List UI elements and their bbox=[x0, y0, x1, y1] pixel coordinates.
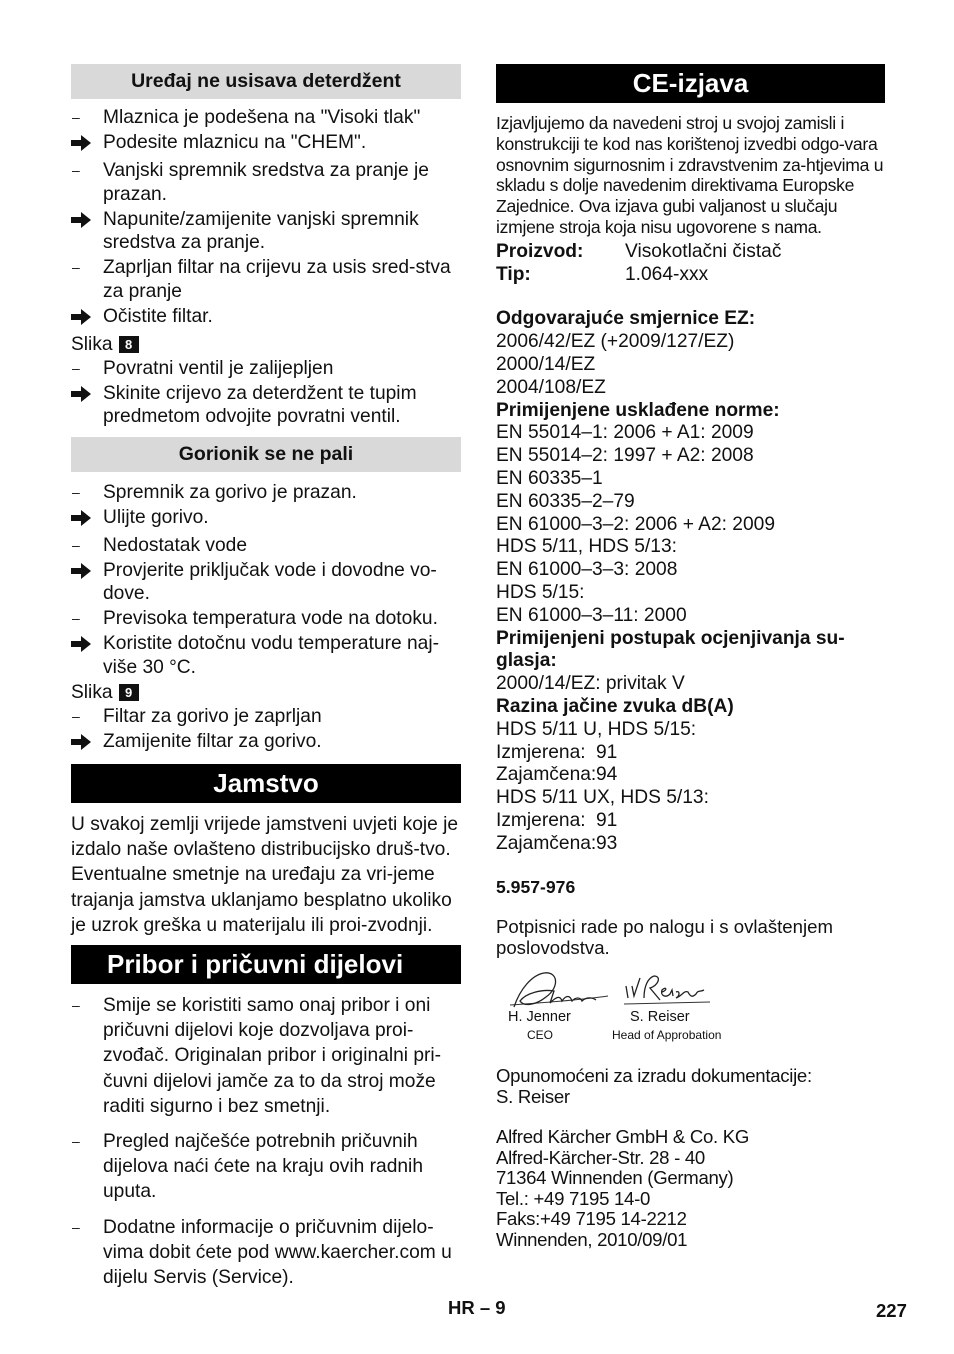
signer-2-name: S. Reiser bbox=[630, 1009, 690, 1026]
g1-guaranteed-value: 94 bbox=[596, 764, 618, 786]
product-row bbox=[496, 241, 885, 264]
dash-bullet-icon: – bbox=[72, 483, 80, 500]
figure-reference-9 bbox=[71, 681, 461, 704]
procedure-heading-line1: Primijenjeni postupak ocjenjivanja su- bbox=[496, 627, 845, 649]
dash-bullet-icon: – bbox=[72, 162, 80, 178]
address-line: 71364 Winnenden (Germany) bbox=[496, 1167, 734, 1189]
figure-label: Slika bbox=[71, 681, 113, 703]
cause-item bbox=[71, 256, 461, 303]
item-text: Nedostatak vode bbox=[103, 534, 247, 556]
dash-bullet-icon: – bbox=[72, 610, 80, 626]
accessories-list bbox=[71, 993, 461, 1290]
signer-1-name: H. Jenner bbox=[508, 1009, 571, 1026]
arrow-right-icon bbox=[71, 382, 103, 429]
norm-line: EN 60335–2–79 bbox=[496, 490, 635, 512]
dash-bullet-icon: – bbox=[72, 536, 80, 553]
figure-reference-8 bbox=[71, 333, 461, 356]
product-value: Visokotlačni čistač bbox=[625, 240, 782, 262]
dash-bullet-icon: – bbox=[72, 1218, 80, 1235]
dash-bullet-icon: – bbox=[72, 359, 80, 376]
item-text: Skinite crijevo za deterdžent te tupim predmetom odvojite povratni ventil. bbox=[103, 382, 417, 427]
procedure-value: 2000/14/EZ: privitak V bbox=[496, 673, 685, 695]
arrow-right-icon bbox=[71, 559, 103, 606]
signer-2-role: Head of Approbation bbox=[612, 1028, 722, 1043]
item-text: Vanjski spremnik sredstva za pranje je prazan. bbox=[103, 160, 429, 205]
norm-line: EN 61000–3–11: 2000 bbox=[496, 604, 687, 626]
cause-item bbox=[71, 357, 461, 381]
sound-group-1: HDS 5/11 U, HDS 5/15: bbox=[496, 718, 697, 740]
g2-measured-row bbox=[496, 810, 885, 833]
accessories-item bbox=[71, 1129, 461, 1205]
procedure-heading-line2: glasja: bbox=[496, 650, 557, 672]
g2-measured-value: 91 bbox=[596, 809, 618, 831]
norm-line: HDS 5/11, HDS 5/13: bbox=[496, 536, 677, 558]
signer-1-role: CEO bbox=[527, 1028, 554, 1043]
g2-guaranteed-value: 93 bbox=[596, 832, 618, 854]
address-line: Winnenden, 2010/09/01 bbox=[496, 1228, 688, 1250]
type-row bbox=[496, 264, 885, 287]
measured-label: Izmjerena: bbox=[496, 741, 586, 763]
action-item bbox=[71, 305, 461, 332]
section-heading-detergent: Uređaj ne usisava deterdžent bbox=[71, 64, 461, 99]
signature-block bbox=[496, 967, 885, 1047]
ce-declaration-heading: CE-izjava bbox=[496, 64, 885, 103]
product-label: Proizvod: bbox=[496, 240, 584, 262]
arrow-right-icon bbox=[71, 506, 103, 533]
directive-line: 2004/108/EZ bbox=[496, 376, 606, 398]
action-item bbox=[71, 131, 461, 158]
sound-group-2: HDS 5/11 UX, HDS 5/13: bbox=[496, 787, 709, 809]
address-line: Tel.: +49 7195 14-0 bbox=[496, 1187, 651, 1209]
right-column bbox=[496, 64, 885, 1250]
norms-list bbox=[496, 422, 885, 627]
signers-text: Potpisnici rade po nalogu i s ovlaštenjem poslovodstva. bbox=[496, 916, 833, 959]
cause-item bbox=[71, 607, 461, 631]
norm-line: EN 60335–1 bbox=[496, 467, 603, 489]
address-line: Faks:+49 7195 14-2212 bbox=[496, 1208, 687, 1230]
accessories-item bbox=[71, 993, 461, 1119]
g1-measured-row bbox=[496, 742, 885, 765]
cause-item bbox=[71, 481, 461, 505]
figure-number-box: 8 bbox=[119, 336, 139, 353]
action-item bbox=[71, 559, 461, 606]
arrow-right-icon bbox=[71, 131, 103, 158]
type-label: Tip: bbox=[496, 263, 531, 285]
norm-line: EN 61000–3–3: 2008 bbox=[496, 559, 678, 581]
item-text: Napunite/zamijenite vanjski spremnik sredstva za pranje. bbox=[103, 208, 419, 253]
page-number: 227 bbox=[876, 1300, 907, 1321]
norm-line: HDS 5/15: bbox=[496, 581, 585, 603]
action-item bbox=[71, 382, 461, 429]
cause-item bbox=[71, 534, 461, 558]
cause-item bbox=[71, 159, 461, 206]
footer-language-page: HR – 9 bbox=[448, 1297, 506, 1318]
item-text: Ulijte gorivo. bbox=[103, 506, 209, 528]
dash-bullet-icon: – bbox=[72, 1133, 80, 1150]
signature-reiser bbox=[620, 972, 710, 1012]
item-text: Spremnik za gorivo je prazan. bbox=[103, 481, 357, 503]
detergent-troubleshooting-list-b bbox=[71, 357, 461, 429]
detergent-troubleshooting-list bbox=[71, 106, 461, 331]
guaranteed-label: Zajamčena: bbox=[496, 832, 597, 854]
address-line: Alfred Kärcher GmbH & Co. KG bbox=[496, 1126, 750, 1148]
cause-item bbox=[71, 106, 461, 130]
item-text: Povratni ventil je zalijepljen bbox=[103, 357, 334, 379]
norm-line: EN 55014–2: 1997 + A2: 2008 bbox=[496, 445, 754, 467]
item-text: Očistite filtar. bbox=[103, 305, 213, 327]
item-text: Pregled najčešće potrebnih pričuvnih dijelova naći ćete na kraju ovih radnih uputa. bbox=[103, 1131, 423, 1203]
arrow-right-icon bbox=[71, 730, 103, 757]
directives-heading: Odgovarajuće smjernice EZ: bbox=[496, 308, 756, 330]
burner-troubleshooting-list-b bbox=[71, 705, 461, 757]
item-text: Previsoka temperatura vode na dotoku. bbox=[103, 608, 438, 629]
dash-bullet-icon: – bbox=[72, 707, 80, 724]
norm-line: EN 55014–1: 2006 + A1: 2009 bbox=[496, 422, 754, 444]
norms-heading: Primijenjene usklađene norme: bbox=[496, 399, 780, 421]
warranty-heading: Jamstvo bbox=[71, 764, 461, 803]
directive-line: 2006/42/EZ (+2009/127/EZ) bbox=[496, 331, 735, 353]
address-line: Alfred-Kärcher-Str. 28 - 40 bbox=[496, 1146, 705, 1168]
burner-troubleshooting-list bbox=[71, 481, 461, 680]
item-text: Filtar za gorivo je zaprljan bbox=[103, 705, 322, 727]
accessories-item bbox=[71, 1215, 461, 1291]
action-item bbox=[71, 632, 461, 679]
doc-authorised-block bbox=[496, 1065, 885, 1107]
document-number: 5.957-976 bbox=[496, 876, 576, 897]
norm-line: EN 61000–3–2: 2006 + A2: 2009 bbox=[496, 513, 775, 535]
directives-list bbox=[496, 331, 885, 399]
item-text: Provjerite priključak vode i dovodne vo-dove. bbox=[103, 559, 437, 604]
item-text: Smije se koristiti samo onaj pribor i oni pričuvni dijelovi koje dozvoljava proi-zvođač. Originalan pribor i originalni pri-čuvni dijelovi jamče za to da stroj može raditi sigurno i bez smetnji. bbox=[103, 995, 442, 1117]
type-value: 1.064-xxx bbox=[625, 263, 709, 285]
g1-measured-value: 91 bbox=[596, 741, 618, 763]
dash-bullet-icon: – bbox=[72, 259, 80, 275]
cause-item bbox=[71, 705, 461, 729]
arrow-right-icon bbox=[71, 632, 103, 679]
action-item bbox=[71, 208, 461, 255]
warranty-text: U svakoj zemlji vrijede jamstveni uvjeti koje je izdalo naše ovlašteno distribucijsko druš-tvo. Eventualne smetnje na uređaju za vri-jeme trajanja jamstva uklanjamo besplatno ukoliko je uzrok greška u materijalu ili proi-zvodnji. bbox=[71, 814, 459, 936]
action-item bbox=[71, 730, 461, 757]
figure-number-box: 9 bbox=[119, 684, 139, 701]
ce-intro-text: Izjavljujemo da navedeni stroj u svojoj zamisli i konstrukciji te kod nas korištenoj izvedbi odgo-vara osnovnim sigurnosnim i zdravstvenim za-htjevima u skladu s dolje navedenim direktivama Europske Zajednice. Ova izjava gubi valjanost u slučaju izmjene stroja koja nisu ugovorene s nama. bbox=[496, 113, 884, 237]
left-column bbox=[71, 64, 461, 1290]
doc-authorised-name: S. Reiser bbox=[496, 1086, 570, 1108]
section-heading-burner: Gorionik se ne pali bbox=[71, 437, 461, 472]
item-text: Zamijenite filtar za gorivo. bbox=[103, 730, 322, 752]
item-text: Zaprljan filtar na crijevu za usis sred-stva za pranje bbox=[103, 257, 451, 302]
guaranteed-label: Zajamčena: bbox=[496, 764, 597, 786]
g2-guaranteed-row bbox=[496, 833, 885, 856]
item-text: Mlaznica je podešena na "Visoki tlak" bbox=[103, 107, 421, 128]
item-text: Koristite dotočnu vodu temperature naj-više 30 °C. bbox=[103, 633, 439, 678]
figure-label: Slika bbox=[71, 333, 113, 355]
arrow-right-icon bbox=[71, 208, 103, 255]
accessories-heading: Pribor i pričuvni dijelovi bbox=[71, 945, 461, 984]
dash-bullet-icon: – bbox=[72, 109, 80, 125]
measured-label: Izmjerena: bbox=[496, 809, 586, 831]
sound-heading: Razina jačine zvuka dB(A) bbox=[496, 695, 734, 717]
company-address bbox=[496, 1127, 885, 1250]
arrow-right-icon bbox=[71, 305, 103, 332]
g1-guaranteed-row bbox=[496, 764, 885, 787]
directive-line: 2000/14/EZ bbox=[496, 353, 596, 375]
item-text: Dodatne informacije o pričuvnim dijelo-vima dobit ćete pod www.kaercher.com u dijelu Servis (Service). bbox=[103, 1216, 452, 1289]
item-text: Podesite mlaznicu na "CHEM". bbox=[103, 132, 367, 153]
action-item bbox=[71, 506, 461, 533]
dash-bullet-icon: – bbox=[72, 997, 80, 1014]
doc-authorised-label: Opunomoćeni za izradu dokumentacije: bbox=[496, 1065, 812, 1087]
